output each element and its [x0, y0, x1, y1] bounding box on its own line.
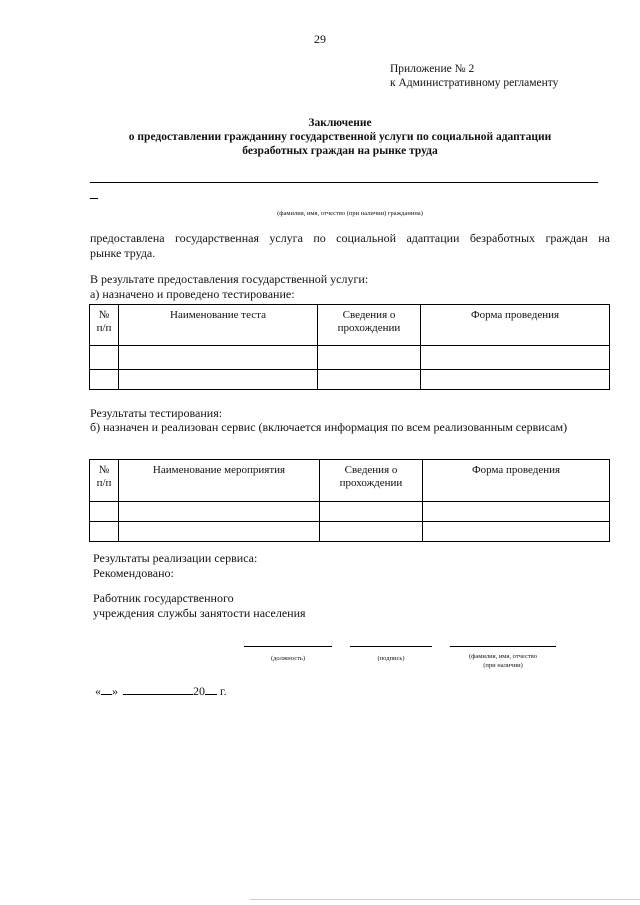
table-row [90, 502, 610, 522]
table-cell [320, 522, 423, 542]
table-cell [119, 522, 320, 542]
header-num: № п/п [90, 305, 119, 346]
header-form: Форма проведения [421, 305, 610, 346]
date-line [95, 684, 227, 699]
table-row [90, 522, 610, 542]
fio-caption: (фамилия, имя, отчество (при наличии) гражданина) [277, 210, 423, 217]
test-results-label: Результаты тестирования: [90, 406, 223, 420]
recommended-label: Рекомендовано: [93, 566, 174, 580]
appendix-line-1: Приложение № 2 [390, 63, 475, 75]
fio-sign-caption: (фамилия, имя, отчество (при наличии) [469, 653, 537, 669]
table-cell [318, 370, 421, 390]
worker-line-2: учреждения службы занятости населения [93, 606, 306, 620]
fio-line-dash [90, 198, 98, 199]
table-cell [423, 502, 610, 522]
table-cell [90, 502, 119, 522]
title-line-3: безработных граждан на рынке труда [242, 145, 438, 157]
fio-line [90, 182, 598, 183]
service-results-label: Результаты реализации сервиса: [93, 551, 258, 565]
date-suffix: г. [220, 684, 227, 698]
table-cell [119, 502, 320, 522]
item-a-text: а) назначено и проведено тестирование: [90, 287, 295, 301]
header-info: Сведения о прохождении [320, 460, 423, 502]
header-info: Сведения о прохождении [318, 305, 421, 346]
header-event-name: Наименование мероприятия [119, 460, 320, 502]
scan-edge [250, 899, 640, 900]
test-table [89, 304, 610, 390]
sign-caption: (подпись) [377, 655, 405, 662]
fio-sign-line [450, 646, 556, 647]
date-year-prefix: 20 [193, 684, 205, 698]
date-open-quote: « [95, 684, 101, 698]
header-num: № п/п [90, 460, 119, 502]
table-cell [90, 370, 119, 390]
provided-text-2: рынке труда. [90, 246, 156, 260]
appendix-line-2: к Административному регламенту [390, 77, 559, 89]
table-cell [90, 346, 119, 370]
table-cell [318, 346, 421, 370]
header-form: Форма проведения [423, 460, 610, 502]
date-close-quote: » [112, 684, 118, 698]
table-row [90, 346, 610, 370]
title-line-2: о предоставлении гражданину государственной услуги по социальной адаптации [128, 131, 552, 143]
position-line [244, 646, 332, 647]
table-cell [421, 346, 610, 370]
table-cell [119, 370, 318, 390]
appendix-header [390, 62, 558, 90]
provided-text-1: предоставлена государственная услуга по социальной адаптации безработных граждан на [90, 231, 610, 245]
table-cell [320, 502, 423, 522]
table-cell [90, 522, 119, 542]
table-row [90, 370, 610, 390]
title-line-1: Заключение [308, 117, 372, 129]
header-test-name: Наименование теста [119, 305, 318, 346]
page-number: 29 [314, 32, 326, 46]
table-header-row [90, 305, 610, 346]
worker-line-1: Работник государственного [93, 591, 234, 605]
table-cell [119, 346, 318, 370]
position-caption: (должность) [270, 655, 306, 662]
result-intro: В результате предоставления государственной услуги: [90, 272, 369, 286]
table-cell [423, 522, 610, 542]
document-title [60, 116, 620, 158]
sign-line [350, 646, 432, 647]
table-header-row [90, 460, 610, 502]
table-cell [421, 370, 610, 390]
item-b-text: б) назначен и реализован сервис (включается информация по всем реализованным сервисам) [90, 420, 568, 434]
service-table [89, 459, 610, 542]
